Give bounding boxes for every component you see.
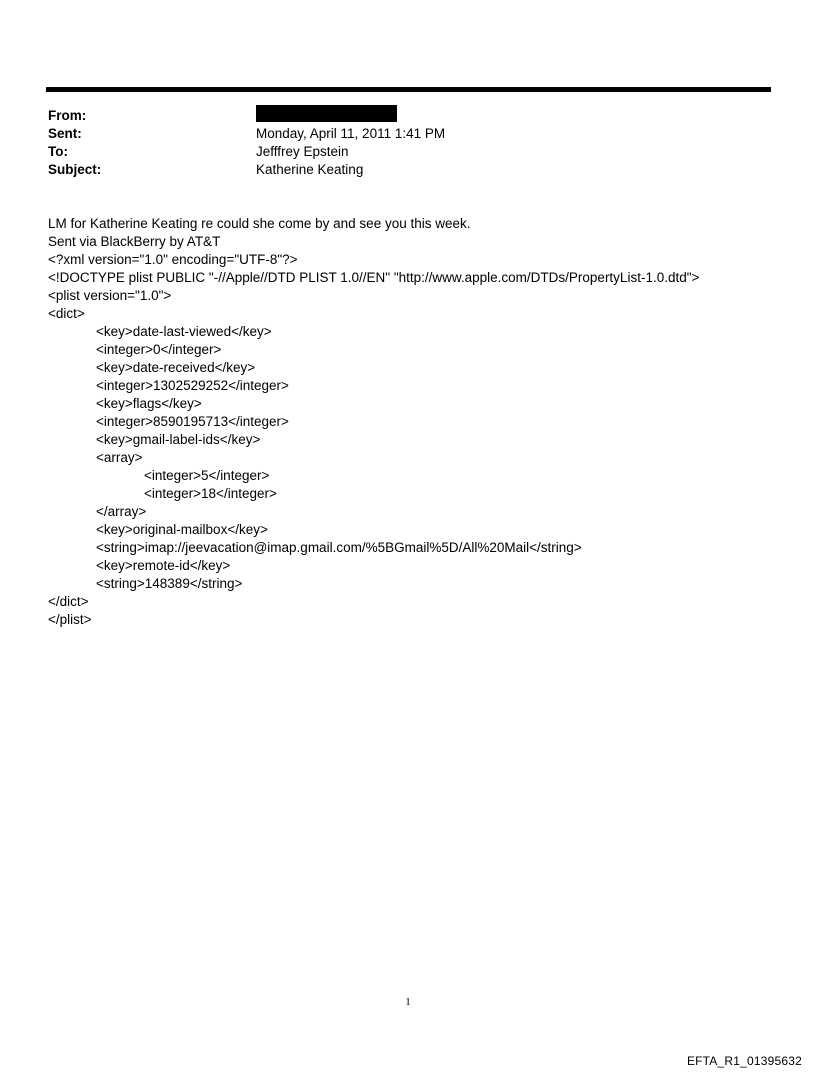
- sent-label: Sent:: [48, 126, 82, 141]
- body-line: </array>: [96, 504, 147, 519]
- subject-row: [48, 161, 768, 179]
- header-divider: [46, 87, 771, 92]
- body-line: <string>imap://jeevacation@imap.gmail.com/%5BGmail%5D/All%20Mail</string>: [96, 540, 582, 555]
- body-line: <key>date-received</key>: [96, 360, 256, 375]
- from-row: [48, 107, 768, 125]
- body-line: <?xml version="1.0" encoding="UTF-8"?>: [48, 252, 298, 267]
- redaction-box: [256, 105, 397, 122]
- body-line: <dict>: [48, 306, 85, 321]
- sent-value: Monday, April 11, 2011 1:41 PM: [256, 126, 446, 141]
- page-number: 1: [405, 996, 411, 1008]
- body-line: <string>148389</string>: [96, 576, 243, 591]
- email-body: [48, 215, 788, 629]
- sent-row: [48, 125, 768, 143]
- body-line: <integer>0</integer>: [96, 342, 222, 357]
- body-line: Sent via BlackBerry by AT&T: [48, 234, 221, 249]
- body-line: <key>gmail-label-ids</key>: [96, 432, 261, 447]
- from-label: From:: [48, 108, 87, 123]
- email-header: [48, 107, 768, 179]
- body-line: <key>original-mailbox</key>: [96, 522, 268, 537]
- body-line: <integer>8590195713</integer>: [96, 414, 289, 429]
- body-line: <integer>5</integer>: [144, 468, 270, 483]
- from-value: [256, 107, 768, 125]
- body-line: <key>flags</key>: [96, 396, 202, 411]
- body-line: <array>: [96, 450, 143, 465]
- body-line: </dict>: [48, 594, 89, 609]
- body-line: <key>remote-id</key>: [96, 558, 231, 573]
- to-row: [48, 143, 768, 161]
- body-line: <plist version="1.0">: [48, 288, 172, 303]
- body-line: <integer>18</integer>: [144, 486, 277, 501]
- subject-value: Katherine Keating: [256, 162, 364, 177]
- document-id: EFTA_R1_01395632: [686, 1054, 802, 1068]
- to-value: Jefffrey Epstein: [256, 144, 349, 159]
- body-line: <integer>1302529252</integer>: [96, 378, 289, 393]
- body-line: <!DOCTYPE plist PUBLIC "-//Apple//DTD PLIST 1.0//EN" "http://www.apple.com/DTDs/PropertyList-1.0.dtd">: [48, 270, 700, 285]
- body-line: <key>date-last-viewed</key>: [96, 324, 272, 339]
- to-label: To:: [48, 144, 68, 159]
- body-line: </plist>: [48, 612, 92, 627]
- subject-label: Subject:: [48, 162, 102, 177]
- body-line: LM for Katherine Keating re could she come by and see you this week.: [48, 216, 471, 231]
